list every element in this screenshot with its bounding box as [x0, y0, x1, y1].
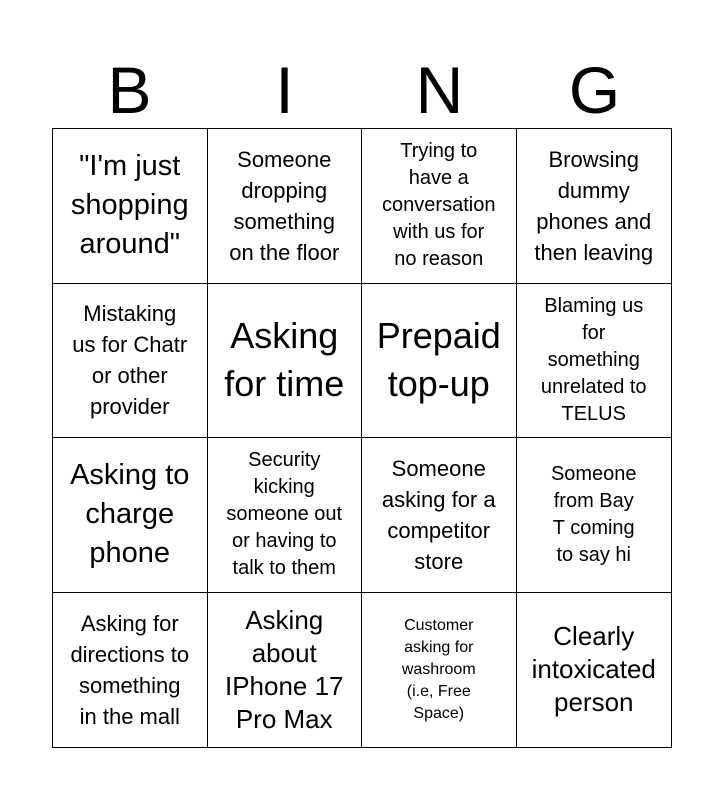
bingo-cell[interactable] [208, 284, 363, 439]
bingo-cell[interactable] [53, 438, 208, 593]
cell-text: Asking for directions to something in the mall [70, 610, 190, 729]
header-letter-b: B [107, 53, 152, 127]
bingo-cell[interactable] [208, 593, 363, 748]
cell-text: Customer asking for washroom (i.e, Free Space) [401, 616, 476, 722]
bingo-cell[interactable] [53, 284, 208, 439]
header-letter-g: G [568, 53, 621, 127]
bingo-board [52, 128, 672, 748]
bingo-cell[interactable] [517, 129, 672, 284]
cell-text: Prepaid top-up [376, 315, 501, 405]
header-letter-n: N [415, 53, 464, 127]
bingo-cell[interactable] [517, 284, 672, 439]
cell-text: Asking about IPhone 17 Pro Max [224, 604, 344, 734]
cell-text: Someone from Bay T coming to say hi [550, 462, 637, 566]
bingo-cell[interactable] [53, 593, 208, 748]
cell-text: Asking to charge phone [70, 459, 190, 570]
cell-text: Security kicking someone out or having to talk to them [226, 449, 343, 580]
cell-text: Asking for time [224, 315, 345, 405]
cell-text: Blaming us for something unrelated to TELUS [540, 294, 647, 425]
bingo-cell[interactable] [208, 129, 363, 284]
cell-text: Clearly intoxicated person [531, 621, 656, 718]
cell-text: Someone dropping something on the floor [229, 146, 340, 265]
cell-text: Mistaking us for Chatr or other provider [72, 301, 188, 420]
bingo-cell[interactable] [53, 129, 208, 284]
bingo-cell[interactable] [362, 129, 517, 284]
cell-text: Someone asking for a competitor store [381, 455, 496, 574]
bingo-cell[interactable] [517, 593, 672, 748]
header-letter-i: I [275, 53, 294, 127]
cell-text: "I'm just shopping around" [70, 150, 189, 261]
bingo-cell[interactable] [362, 284, 517, 439]
bingo-cell[interactable] [517, 438, 672, 593]
bingo-cell[interactable] [362, 593, 517, 748]
bingo-cell[interactable] [362, 438, 517, 593]
cell-text: Browsing dummy phones and then leaving [534, 146, 654, 265]
bingo-header [52, 52, 672, 128]
bingo-cell[interactable] [208, 438, 363, 593]
cell-text: Trying to have a conversation with us for no reason [382, 140, 496, 271]
